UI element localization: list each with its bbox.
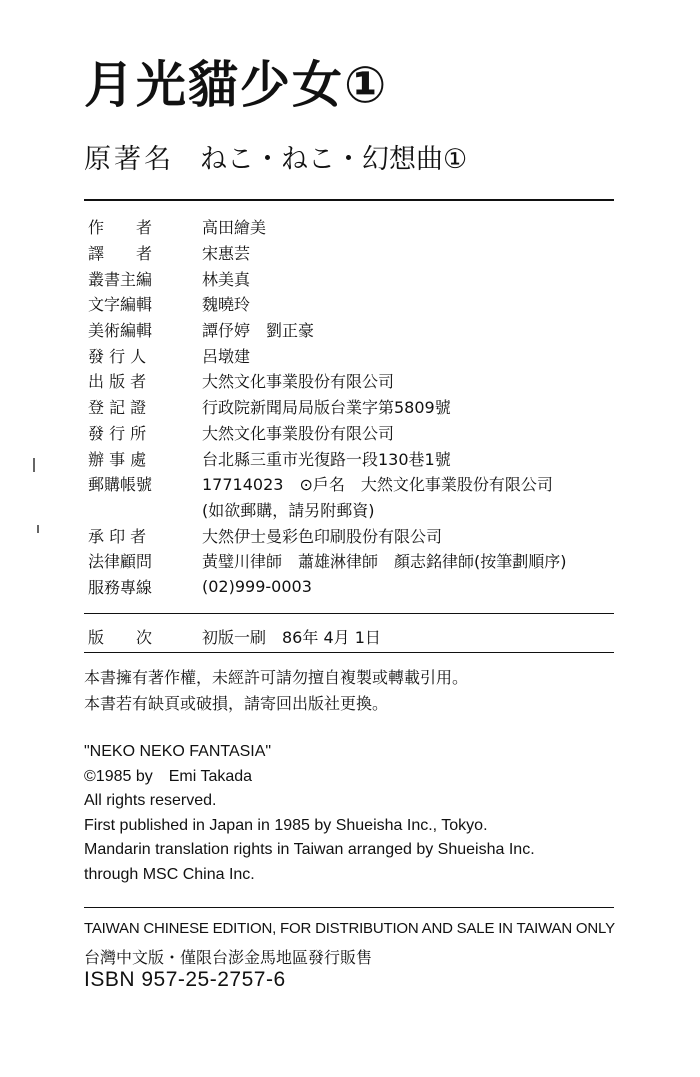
- divider-edition-bottom: [84, 652, 614, 653]
- credit-label: 登 記 證: [88, 398, 147, 418]
- credit-value: 譚伃婷 劉正豪: [202, 321, 315, 341]
- credit-row-legal-counsel: [88, 548, 648, 574]
- edition-value: 初版一刷 86年 4月 1日: [202, 628, 381, 647]
- credit-value: 大然伊士曼彩色印刷股份有限公司: [202, 526, 443, 546]
- english-line: through MSC China Inc.: [84, 865, 255, 883]
- credit-row-mail-order-note: [88, 497, 648, 523]
- original-title-line: [84, 146, 467, 173]
- notice-line: 本書若有缺頁或破損，請寄回出版社更換。: [84, 694, 389, 713]
- original-title-label: 原著名: [84, 144, 174, 175]
- copyright-notices: [84, 665, 468, 717]
- credit-value: 呂墩建: [202, 346, 251, 366]
- credit-label: 叢書主編: [88, 269, 153, 289]
- credit-value: 大然文化事業股份有限公司: [202, 372, 395, 392]
- credit-label: 郵購帳號: [88, 475, 153, 495]
- credit-row-registration: [88, 394, 648, 420]
- english-line: "NEKO NEKO FANTASIA": [84, 743, 272, 760]
- scan-mark: [37, 525, 39, 533]
- credit-value: 行政院新聞局局版台業字第5809號: [202, 398, 451, 418]
- credit-label: 服務專線: [88, 577, 153, 597]
- credit-label: 法律顧問: [88, 552, 153, 572]
- credit-value: 林美真: [202, 269, 251, 289]
- credits-list: [88, 214, 648, 599]
- credit-value: 魏曉玲: [202, 295, 251, 315]
- divider-credits-bottom: [84, 613, 614, 614]
- scan-mark: [33, 458, 35, 472]
- english-line: All rights reserved.: [84, 792, 217, 809]
- book-title: 月光貓少女①: [84, 56, 389, 114]
- credit-value: 17714023 ⊙戶名 大然文化事業股份有限公司: [202, 475, 553, 495]
- credit-label: 出 版 者: [88, 372, 147, 392]
- credit-row-translator: [88, 240, 648, 266]
- credit-row-office: [88, 445, 648, 471]
- english-line: First published in Japan in 1985 by Shueisha Inc., Tokyo.: [84, 816, 488, 834]
- credit-row-author: [88, 214, 648, 240]
- credit-label: 美術編輯: [88, 321, 153, 341]
- credit-label: 譯 者: [88, 244, 153, 264]
- credit-label: 承 印 者: [88, 526, 147, 546]
- credit-row-mail-order: [88, 471, 648, 497]
- credit-value: (如欲郵購，請另附郵資): [202, 500, 375, 520]
- notice-line: 本書擁有著作權，未經許可請勿擅自複製或轉載引用。: [84, 668, 469, 687]
- credit-label: 作 者: [88, 218, 153, 238]
- credit-value: 台北縣三重市光復路一段130巷1號: [202, 449, 451, 469]
- isbn: ISBN 957-25-2757-6: [84, 968, 286, 991]
- english-line: Mandarin translation rights in Taiwan arranged by Shueisha Inc.: [84, 841, 535, 858]
- divider-distribution-top: [84, 907, 614, 908]
- credit-row-publisher: [88, 368, 648, 394]
- credit-row-printer: [88, 522, 648, 548]
- credit-row-art-editor: [88, 317, 648, 343]
- credit-value: 宋惠芸: [202, 244, 251, 264]
- divider-top: [84, 199, 614, 201]
- english-copyright: [84, 740, 535, 887]
- original-title: ねこ・ねこ・幻想曲①: [200, 144, 468, 175]
- credit-row-distributor: [88, 420, 648, 446]
- edition-label: 版 次: [88, 628, 153, 647]
- credit-value: 高田繪美: [202, 218, 267, 238]
- edition-row: [88, 625, 381, 648]
- distribution-chinese: 台灣中文版・僅限台澎金馬地區發行販售: [84, 948, 373, 967]
- credit-label: 發 行 人: [88, 346, 147, 366]
- distribution-english: TAIWAN CHINESE EDITION, FOR DISTRIBUTION AND SALE IN TAIWAN ONLY: [84, 920, 615, 937]
- credit-value: (02)999-0003: [202, 576, 312, 596]
- credit-row-publisher-person: [88, 342, 648, 368]
- credit-label: 發 行 所: [88, 423, 147, 443]
- credit-row-text-editor: [88, 291, 648, 317]
- credit-value: 黃璧川律師 蕭雄淋律師 顏志銘律師(按筆劃順序): [202, 552, 567, 572]
- english-line: ©1985 by Emi Takada: [84, 767, 253, 785]
- credit-row-series-editor: [88, 265, 648, 291]
- credit-label: 辦 事 處: [88, 449, 147, 469]
- credit-label: 文字編輯: [88, 295, 153, 315]
- credit-value: 大然文化事業股份有限公司: [202, 423, 395, 443]
- credit-row-service-line: [88, 574, 648, 600]
